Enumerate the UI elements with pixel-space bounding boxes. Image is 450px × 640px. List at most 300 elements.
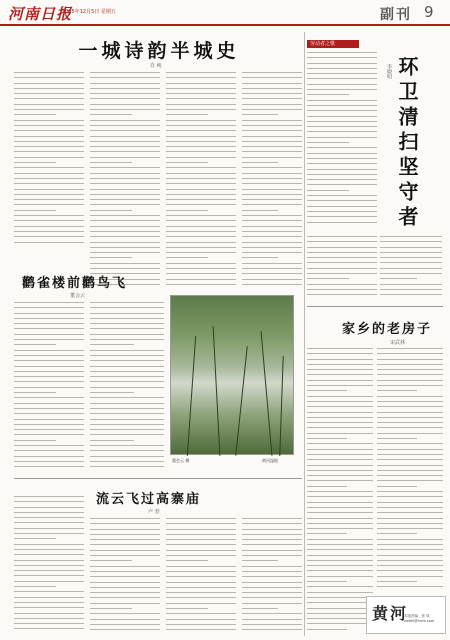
text-line <box>377 390 417 391</box>
text-line <box>90 603 160 604</box>
text-line <box>14 613 84 614</box>
text-line <box>307 158 377 159</box>
text-line <box>377 512 443 513</box>
text-line <box>242 263 302 264</box>
text-line <box>242 534 302 535</box>
text-line <box>307 422 373 423</box>
text-line <box>307 443 373 444</box>
main-article-title: 一城诗韵半城史 <box>78 40 240 62</box>
text-line <box>90 403 164 404</box>
text-line <box>307 278 349 279</box>
text-line <box>90 376 164 377</box>
text-line <box>90 307 164 308</box>
text-line <box>90 104 160 105</box>
text-line <box>166 613 236 614</box>
text-line <box>14 544 84 545</box>
text-line <box>242 550 302 551</box>
text-line <box>307 528 373 529</box>
text-line <box>307 284 377 285</box>
text-line <box>90 597 160 598</box>
yellow-river-title: 黄河 <box>372 604 409 623</box>
text-line <box>166 130 236 131</box>
text-line <box>166 555 236 556</box>
text-line <box>242 608 278 609</box>
sanitation-article-body-col1 <box>307 52 377 232</box>
text-line <box>307 73 377 74</box>
temple-article-body-col4 <box>242 518 302 636</box>
text-line <box>307 78 377 79</box>
text-line <box>14 350 84 351</box>
text-line <box>90 247 160 248</box>
text-line <box>90 318 164 319</box>
text-line <box>90 429 164 430</box>
text-line <box>90 529 160 530</box>
text-line <box>90 461 164 462</box>
text-line <box>166 104 236 105</box>
text-line <box>90 592 160 593</box>
text-line <box>90 268 160 269</box>
text-line <box>14 72 84 73</box>
text-line <box>307 137 377 138</box>
text-line <box>14 328 84 329</box>
text-line <box>242 77 302 78</box>
text-line <box>242 72 302 73</box>
text-line <box>90 189 160 190</box>
text-line <box>242 167 302 168</box>
text-line <box>14 162 56 163</box>
text-line <box>307 163 377 164</box>
text-line <box>307 110 377 111</box>
temple-article-title: 流云飞过高寨庙 <box>96 492 202 507</box>
text-line <box>90 313 164 314</box>
text-line <box>90 93 160 94</box>
text-line <box>307 512 373 513</box>
text-line <box>90 88 160 89</box>
text-line <box>14 376 84 377</box>
text-line <box>14 570 84 571</box>
text-line <box>307 518 373 519</box>
text-line <box>90 220 160 221</box>
text-line <box>307 289 377 290</box>
text-line <box>377 565 443 566</box>
text-line <box>90 371 164 372</box>
text-line <box>166 603 236 604</box>
text-line <box>242 157 302 158</box>
text-line <box>307 465 373 466</box>
text-line <box>307 262 377 263</box>
text-line <box>307 507 373 508</box>
text-line <box>307 374 373 375</box>
text-line <box>90 344 134 345</box>
text-line <box>307 523 373 524</box>
text-line <box>166 72 236 73</box>
text-line <box>380 252 442 253</box>
text-line <box>166 242 236 243</box>
text-line <box>307 57 377 58</box>
text-line <box>242 592 302 593</box>
text-line <box>166 167 236 168</box>
text-line <box>307 369 373 370</box>
text-line <box>90 419 164 420</box>
page-number: 9 <box>424 3 434 21</box>
text-line <box>166 141 236 142</box>
text-line <box>307 623 373 624</box>
text-line <box>242 555 302 556</box>
text-line <box>307 222 377 223</box>
text-line <box>242 125 302 126</box>
text-line <box>307 475 373 476</box>
text-line <box>307 433 373 434</box>
text-line <box>377 401 443 402</box>
text-line <box>377 433 443 434</box>
text-line <box>307 84 377 85</box>
text-line <box>307 294 377 295</box>
text-line <box>307 427 373 428</box>
text-line <box>307 491 373 492</box>
divider-line <box>14 478 302 479</box>
text-line <box>166 173 236 174</box>
text-line <box>166 93 236 94</box>
text-line <box>166 183 236 184</box>
text-line <box>307 539 373 540</box>
text-line <box>14 109 84 110</box>
text-line <box>14 522 84 523</box>
text-line <box>242 215 302 216</box>
text-line <box>377 544 443 545</box>
text-line <box>242 247 302 248</box>
text-line <box>90 555 160 556</box>
text-line <box>242 257 278 258</box>
text-line <box>307 417 373 418</box>
text-line <box>90 624 160 625</box>
text-line <box>307 602 373 603</box>
text-line <box>307 544 373 545</box>
text-line <box>166 151 236 152</box>
editor-info <box>404 614 434 624</box>
text-line <box>90 582 160 583</box>
text-line <box>380 284 442 285</box>
text-line <box>377 502 443 503</box>
text-line <box>307 89 377 90</box>
text-line <box>90 424 164 425</box>
text-line <box>90 445 164 446</box>
text-line <box>242 130 302 131</box>
text-line <box>166 98 236 99</box>
temple-article-body-col1 <box>14 496 84 636</box>
text-line <box>14 528 84 529</box>
text-line <box>166 284 236 285</box>
text-line <box>14 450 84 451</box>
text-line <box>90 263 160 264</box>
text-line <box>90 109 160 110</box>
text-line <box>14 194 84 195</box>
sanitation-article-body-col1b <box>307 236 377 302</box>
text-line <box>14 533 84 534</box>
text-line <box>380 241 442 242</box>
text-line <box>14 565 84 566</box>
text-line <box>307 184 377 185</box>
text-line <box>307 380 373 381</box>
text-line <box>14 77 84 78</box>
text-line <box>90 608 132 609</box>
text-line <box>166 279 236 280</box>
text-line <box>166 268 236 269</box>
text-line <box>377 359 443 360</box>
text-line <box>166 566 236 567</box>
text-line <box>14 387 84 388</box>
text-line <box>14 461 84 462</box>
text-line <box>242 624 302 625</box>
text-line <box>307 406 373 407</box>
text-line <box>14 623 84 624</box>
text-line <box>307 147 377 148</box>
text-line <box>377 412 443 413</box>
text-line <box>242 576 302 577</box>
photo-caption-title: 黄河湿地 <box>262 458 278 463</box>
text-line <box>166 252 236 253</box>
text-line <box>242 539 302 540</box>
text-line <box>307 195 377 196</box>
text-line <box>380 273 442 274</box>
text-line <box>14 231 84 232</box>
text-line <box>90 550 160 551</box>
editor-line: 本版责编：张 凤 <box>404 614 430 618</box>
text-line <box>377 496 443 497</box>
text-line <box>377 396 443 397</box>
text-line <box>14 618 84 619</box>
text-line <box>14 445 84 446</box>
text-line <box>166 544 236 545</box>
text-line <box>14 120 84 121</box>
text-line <box>90 440 134 441</box>
hometown-article-body-col1 <box>307 348 373 636</box>
temple-article-body-col3 <box>166 518 236 636</box>
text-line <box>166 215 236 216</box>
text-line <box>307 206 377 207</box>
text-line <box>242 273 302 274</box>
text-line <box>307 52 377 53</box>
text-line <box>307 268 377 269</box>
text-line <box>307 241 377 242</box>
sanitation-article-title: 环卫清扫坚守者 <box>395 56 419 231</box>
text-line <box>242 183 302 184</box>
text-line <box>307 211 377 212</box>
text-line <box>90 77 160 78</box>
text-line <box>14 381 84 382</box>
text-line <box>307 105 377 106</box>
text-line <box>242 173 302 174</box>
text-line <box>242 93 302 94</box>
text-line <box>166 204 236 205</box>
text-line <box>14 189 84 190</box>
text-line <box>166 273 236 274</box>
text-line <box>307 353 373 354</box>
text-line <box>242 252 302 253</box>
text-line <box>307 480 373 481</box>
text-line <box>242 194 302 195</box>
text-line <box>14 344 56 345</box>
text-line <box>242 83 302 84</box>
text-line <box>242 279 302 280</box>
text-line <box>90 571 160 572</box>
text-line <box>90 199 160 200</box>
text-line <box>90 141 160 142</box>
text-line <box>90 539 160 540</box>
text-line <box>166 189 236 190</box>
text-line <box>166 210 208 211</box>
text-line <box>14 501 84 502</box>
text-line <box>14 429 84 430</box>
text-line <box>166 608 208 609</box>
main-article-body-col4 <box>242 72 302 290</box>
text-line <box>14 236 84 237</box>
text-line <box>377 422 443 423</box>
text-line <box>90 83 160 84</box>
text-line <box>90 587 160 588</box>
text-line <box>307 496 373 497</box>
text-line <box>242 571 302 572</box>
text-line <box>14 366 84 367</box>
text-line <box>307 412 373 413</box>
text-line <box>14 125 84 126</box>
text-line <box>307 454 373 455</box>
text-line <box>242 162 278 163</box>
text-line <box>242 242 302 243</box>
text-line <box>166 518 236 519</box>
text-line <box>307 131 377 132</box>
text-line <box>380 247 442 248</box>
text-line <box>307 565 373 566</box>
text-line <box>377 475 443 476</box>
text-line <box>90 210 132 211</box>
text-line <box>166 523 236 524</box>
text-line <box>14 130 84 131</box>
text-line <box>307 502 373 503</box>
text-line <box>377 417 443 418</box>
text-line <box>90 619 160 620</box>
issue-date: 2025年12月5日 星期五 <box>62 9 116 15</box>
text-line <box>90 413 164 414</box>
main-article-body-col1 <box>14 72 84 248</box>
text-line <box>90 350 164 351</box>
text-line <box>90 302 164 303</box>
text-line <box>377 380 443 381</box>
text-line <box>307 174 377 175</box>
text-line <box>377 549 443 550</box>
text-line <box>90 544 160 545</box>
temple-article-body-col2 <box>90 518 160 636</box>
text-line <box>242 603 302 604</box>
text-line <box>90 162 132 163</box>
text-line <box>242 114 278 115</box>
text-line <box>14 178 84 179</box>
text-line <box>14 419 84 420</box>
text-line <box>166 178 236 179</box>
photo-caption-credit: 董会云 摄 <box>172 458 190 463</box>
text-line <box>380 278 417 279</box>
text-line <box>90 466 164 467</box>
text-line <box>90 130 160 131</box>
text-line <box>90 629 160 630</box>
text-line <box>242 136 302 137</box>
text-line <box>166 231 236 232</box>
text-line <box>377 427 443 428</box>
text-line <box>166 114 208 115</box>
text-line <box>14 204 84 205</box>
text-line <box>166 587 236 588</box>
text-line <box>14 517 84 518</box>
text-line <box>380 294 442 295</box>
text-line <box>242 104 302 105</box>
text-line <box>242 582 302 583</box>
text-line <box>90 397 164 398</box>
divider-line-right <box>307 306 443 307</box>
text-line <box>14 98 84 99</box>
text-line <box>166 194 236 195</box>
text-line <box>14 210 56 211</box>
text-line <box>90 366 164 367</box>
text-line <box>14 549 84 550</box>
text-line <box>90 204 160 205</box>
text-line <box>90 360 164 361</box>
text-line <box>166 539 236 540</box>
text-line <box>242 141 302 142</box>
text-line <box>377 491 443 492</box>
text-line <box>166 629 236 630</box>
text-line <box>307 236 377 237</box>
text-line <box>166 550 236 551</box>
text-line <box>307 586 373 587</box>
text-line <box>377 555 443 556</box>
text-line <box>14 104 84 105</box>
text-line <box>14 83 84 84</box>
sanitation-article-author: 李晓明 <box>386 64 392 79</box>
text-line <box>242 120 302 121</box>
text-line <box>242 199 302 200</box>
text-line <box>90 456 164 457</box>
text-line <box>166 529 236 530</box>
text-line <box>242 236 302 237</box>
text-line <box>242 268 302 269</box>
text-line <box>242 178 302 179</box>
section-name: 副刊 <box>380 7 412 23</box>
text-line <box>90 183 160 184</box>
text-line <box>242 220 302 221</box>
text-line <box>166 619 236 620</box>
text-line <box>14 157 84 158</box>
text-line <box>377 465 443 466</box>
text-line <box>307 560 373 561</box>
text-line <box>14 334 84 335</box>
text-line <box>307 359 373 360</box>
text-line <box>90 613 160 614</box>
text-line <box>14 242 84 243</box>
text-line <box>14 323 84 324</box>
text-line <box>166 125 236 126</box>
text-line <box>380 262 442 263</box>
text-line <box>14 507 84 508</box>
text-line <box>242 109 302 110</box>
text-line <box>377 364 443 365</box>
text-line <box>242 231 302 232</box>
text-line <box>166 109 236 110</box>
text-line <box>166 146 236 147</box>
text-line <box>377 406 443 407</box>
text-line <box>14 575 84 576</box>
hometown-article-title: 家乡的老房子 <box>342 322 433 337</box>
text-line <box>242 151 302 152</box>
text-line <box>14 602 84 603</box>
